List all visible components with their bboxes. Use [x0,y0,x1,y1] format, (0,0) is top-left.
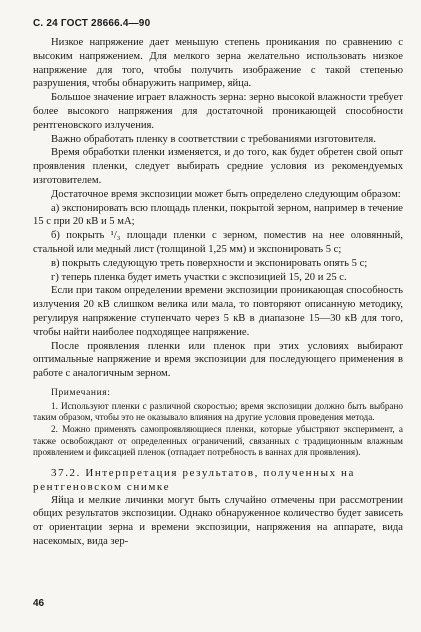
document-body [33,36,403,549]
paragraph: Достаточное время экспозиции может быть определено следующим образом: [51,188,401,200]
list-item: б) покрыть ¹/₃ площади пленки с зерном, поместив на нее оловянный, стальной или медный лист (толщиной 1,25 мм) и экспонировать 5 с; [33,230,403,255]
list-item: г) теперь пленка будет иметь участки с экспозицией 15, 20 и 25 с. [51,271,347,283]
paragraph: После проявления пленки или пленок при этих условиях выбирают оптимальные напряжение и время экспозиции для последующего применения в работе с аналогичным зерном. [33,340,403,380]
page-number: 46 [33,598,45,609]
paragraph: Большое значение играет влажность зерна: зерно высокой влажности требует более высокого напряжения для достаточной проникающей способности рентгеновского излучения. [33,92,403,131]
notes-title: Примечания: [51,387,111,398]
list-item: а) экспонировать всю площадь пленки, покрытой зерном, например в течение 15 с при 20 кВ и 5 мА; [33,202,403,228]
paragraph: Время обработки пленки изменяется, и до того, как будет обретен свой опыт проявления пленки, следует выбирать средние условия из рекомендуемых изготовителем. [33,147,403,186]
page-header: С. 24 ГОСТ 28666.4—90 [33,18,151,29]
paragraph: Низкое напряжение дает меньшую степень проникания по сравнению с высоким напряжением. Для мелкого зерна желательно использовать низкое напряжение для того, чтобы получить изображение с такой степенью разрушения, чтобы обнаружить например, яйца. [33,37,403,90]
paragraph: Если при таком определении времени экспозиции проникающая способность излучения 20 кВ слишком велика или мала, то повторяют описанную методику, регулируя напряжение ступенчато через 5 кВ в диапазоне 15—30 кВ для того, чтобы найти наиболее подходящее напряжение. [33,285,403,338]
paragraph: Важно обработать пленку в соответствии с требованиями изготовителя. [51,133,376,145]
list-item: в) покрыть следующую треть поверхности и экспонировать опять 5 с; [51,257,368,269]
note-item: 1. Используют пленки с различной скоростью; время экспозиции должно быть выбрано таким образом, чтобы это не оказывало влияния на другие условия проведения метода. [33,400,403,423]
section-title: 37.2. Интерпретация результатов, полученных на рентгеновском снимке [33,466,356,493]
note-item: 2. Можно применять самопроявляющиеся пленки, которые убыстряют эксперимент, а также освобождают от определенных ограничений, связанных с традиционным влажным проявлением и фиксацией пленок (отпадает потребность в ваннах для проявления). [33,423,403,458]
paragraph: Яйца и мелкие личинки могут быть случайно отмечены при рассмотрении общих результатов экспозиции. Однако обнаруженное количество будет зависеть от ориентации зерна и времени экспозиции, напряжения на аппарате, вида насекомых, вида зер- [33,494,403,548]
